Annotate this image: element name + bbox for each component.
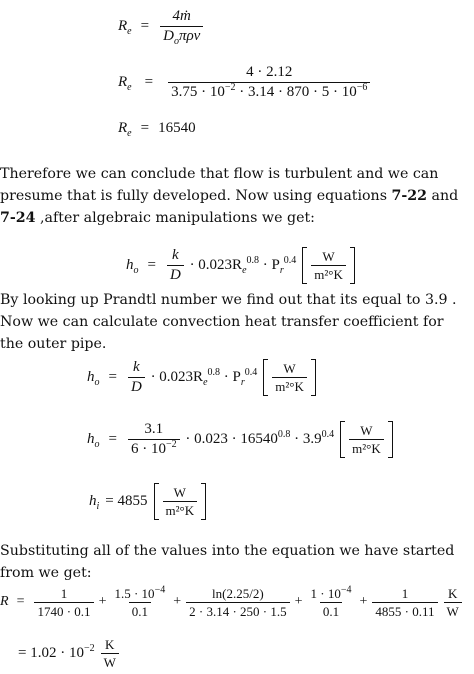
eq7-unit: $\frac{W}{\text{m²°K}}$ (154, 483, 207, 520)
eq6-unit: $\frac{W}{\text{m²°K}}$ (340, 421, 393, 458)
equation-ref-7-24: 7-24 (0, 210, 36, 226)
eq1-lhs: $R_e$ (118, 17, 132, 37)
eq5-unit: $\frac{W}{\text{m²°K}}$ (263, 359, 316, 396)
eq3-value: 16540 (158, 119, 196, 136)
paragraph-prandtl-number: By looking up Prandtl number we find out that its equal to 3.9 . Now we can calculate convection heat transfer coefficient for the outer pipe. (0, 292, 457, 352)
equation-heat-transfer-substituted: $h_o$ = $\frac{3.1}{6 \cdot 10^{-2}}$ · $0.023 \cdot 16540^{0.8} \cdot 3.9^{0.4}$ $\frac{W}{\text{m²°K}}$ (87, 414, 393, 464)
equation-reynolds-definition: $R_e$ = $\frac{\text{4ṁ}}{D_o\pi\rho\nu}$ (118, 0, 205, 52)
equation-heat-transfer-general: $h_o$ = $\frac{k}{D}$ · $0.023R_e^{0.8} \cdot P_r^{0.4}$ $\frac{W}{\text{m²°K}}$ (126, 240, 355, 290)
equation-heat-transfer-outer: $h_o$ = $\frac{k}{D}$ · $0.023R_e^{0.8} \cdot P_r^{0.4}$ $\frac{W}{\text{m²°K}}$ (87, 352, 316, 402)
equation-ref-7-22: 7-22 (391, 188, 428, 204)
eq8-term3: $\frac{\ln(2.25/2)}{2 \cdot 3.14 \cdot 250 \cdot 1.5}$ (186, 586, 290, 619)
paragraph-turbulent-flow: Therefore we can conclude that flow is turbulent and we can presume that is fully developed. Now using equations 7-22 and 7-24 ,after algebraic manipulations we get: (0, 166, 459, 226)
eq8-term2: $\frac{1.5 \cdot 10^{-4}}{0.1}$ (114, 584, 166, 619)
equation-total-resistance-value: = $1.02 \cdot 10^{-2}$ $\frac{K}{W}$ (18, 633, 121, 673)
eq2-fraction: $\frac{4 \cdot 2.12}{3.75 \cdot 10^{-2} \cdot 3.14 \cdot 870 \cdot 5 \cdot 10^{-6}}$ (168, 64, 370, 101)
eq8-term5: $\frac{1}{4855 \cdot 0.11}$ (372, 586, 437, 619)
equation-reynolds-substituted: $R_e$ = $\frac{4 \cdot 2.12}{3.75 \cdot 10^{-2} \cdot 3.14 \cdot 870 \cdot 5 \cdot 10^{-6}}$ (118, 56, 372, 108)
eq4-unit: $\frac{W}{\text{m²°K}}$ (302, 247, 355, 284)
equation-reynolds-value: $R_e$ = 16540 (118, 119, 196, 139)
equation-total-resistance: R = $\frac{1}{1740 \cdot 0.1}$ + $\frac{1.5 \cdot 10^{-4}}{0.1}$ + $\frac{\ln(2.25/2)}{2 \cdot 3.14 \cdot 250 \cdot 1.5}$ + $\frac{1 \cdot 10^{-4}}{0.1}$ + $\frac{1}{4855 \cdot 0.11}$ $\frac{K}{W}$ (0, 578, 464, 626)
paragraph-substitution: Substituting all of the values into the equation we have started from we get: (0, 543, 455, 581)
equation-inner-heat-transfer-value: $h_i$ = 4855 $\frac{W}{\text{m²°K}}$ (89, 476, 206, 526)
eq1-fraction: $\frac{\text{4ṁ}}{D_o\pi\rho\nu}$ (160, 8, 203, 45)
eq2-lhs: $R_e$ (118, 73, 132, 93)
eq8-term4: $\frac{1 \cdot 10^{-4}}{0.1}$ (310, 584, 352, 619)
eq8-unit: $\frac{K}{W}$ (444, 586, 462, 619)
eq8-term1: $\frac{1}{1740 \cdot 0.1}$ (34, 586, 93, 619)
eq9-unit: $\frac{K}{W}$ (101, 637, 119, 670)
